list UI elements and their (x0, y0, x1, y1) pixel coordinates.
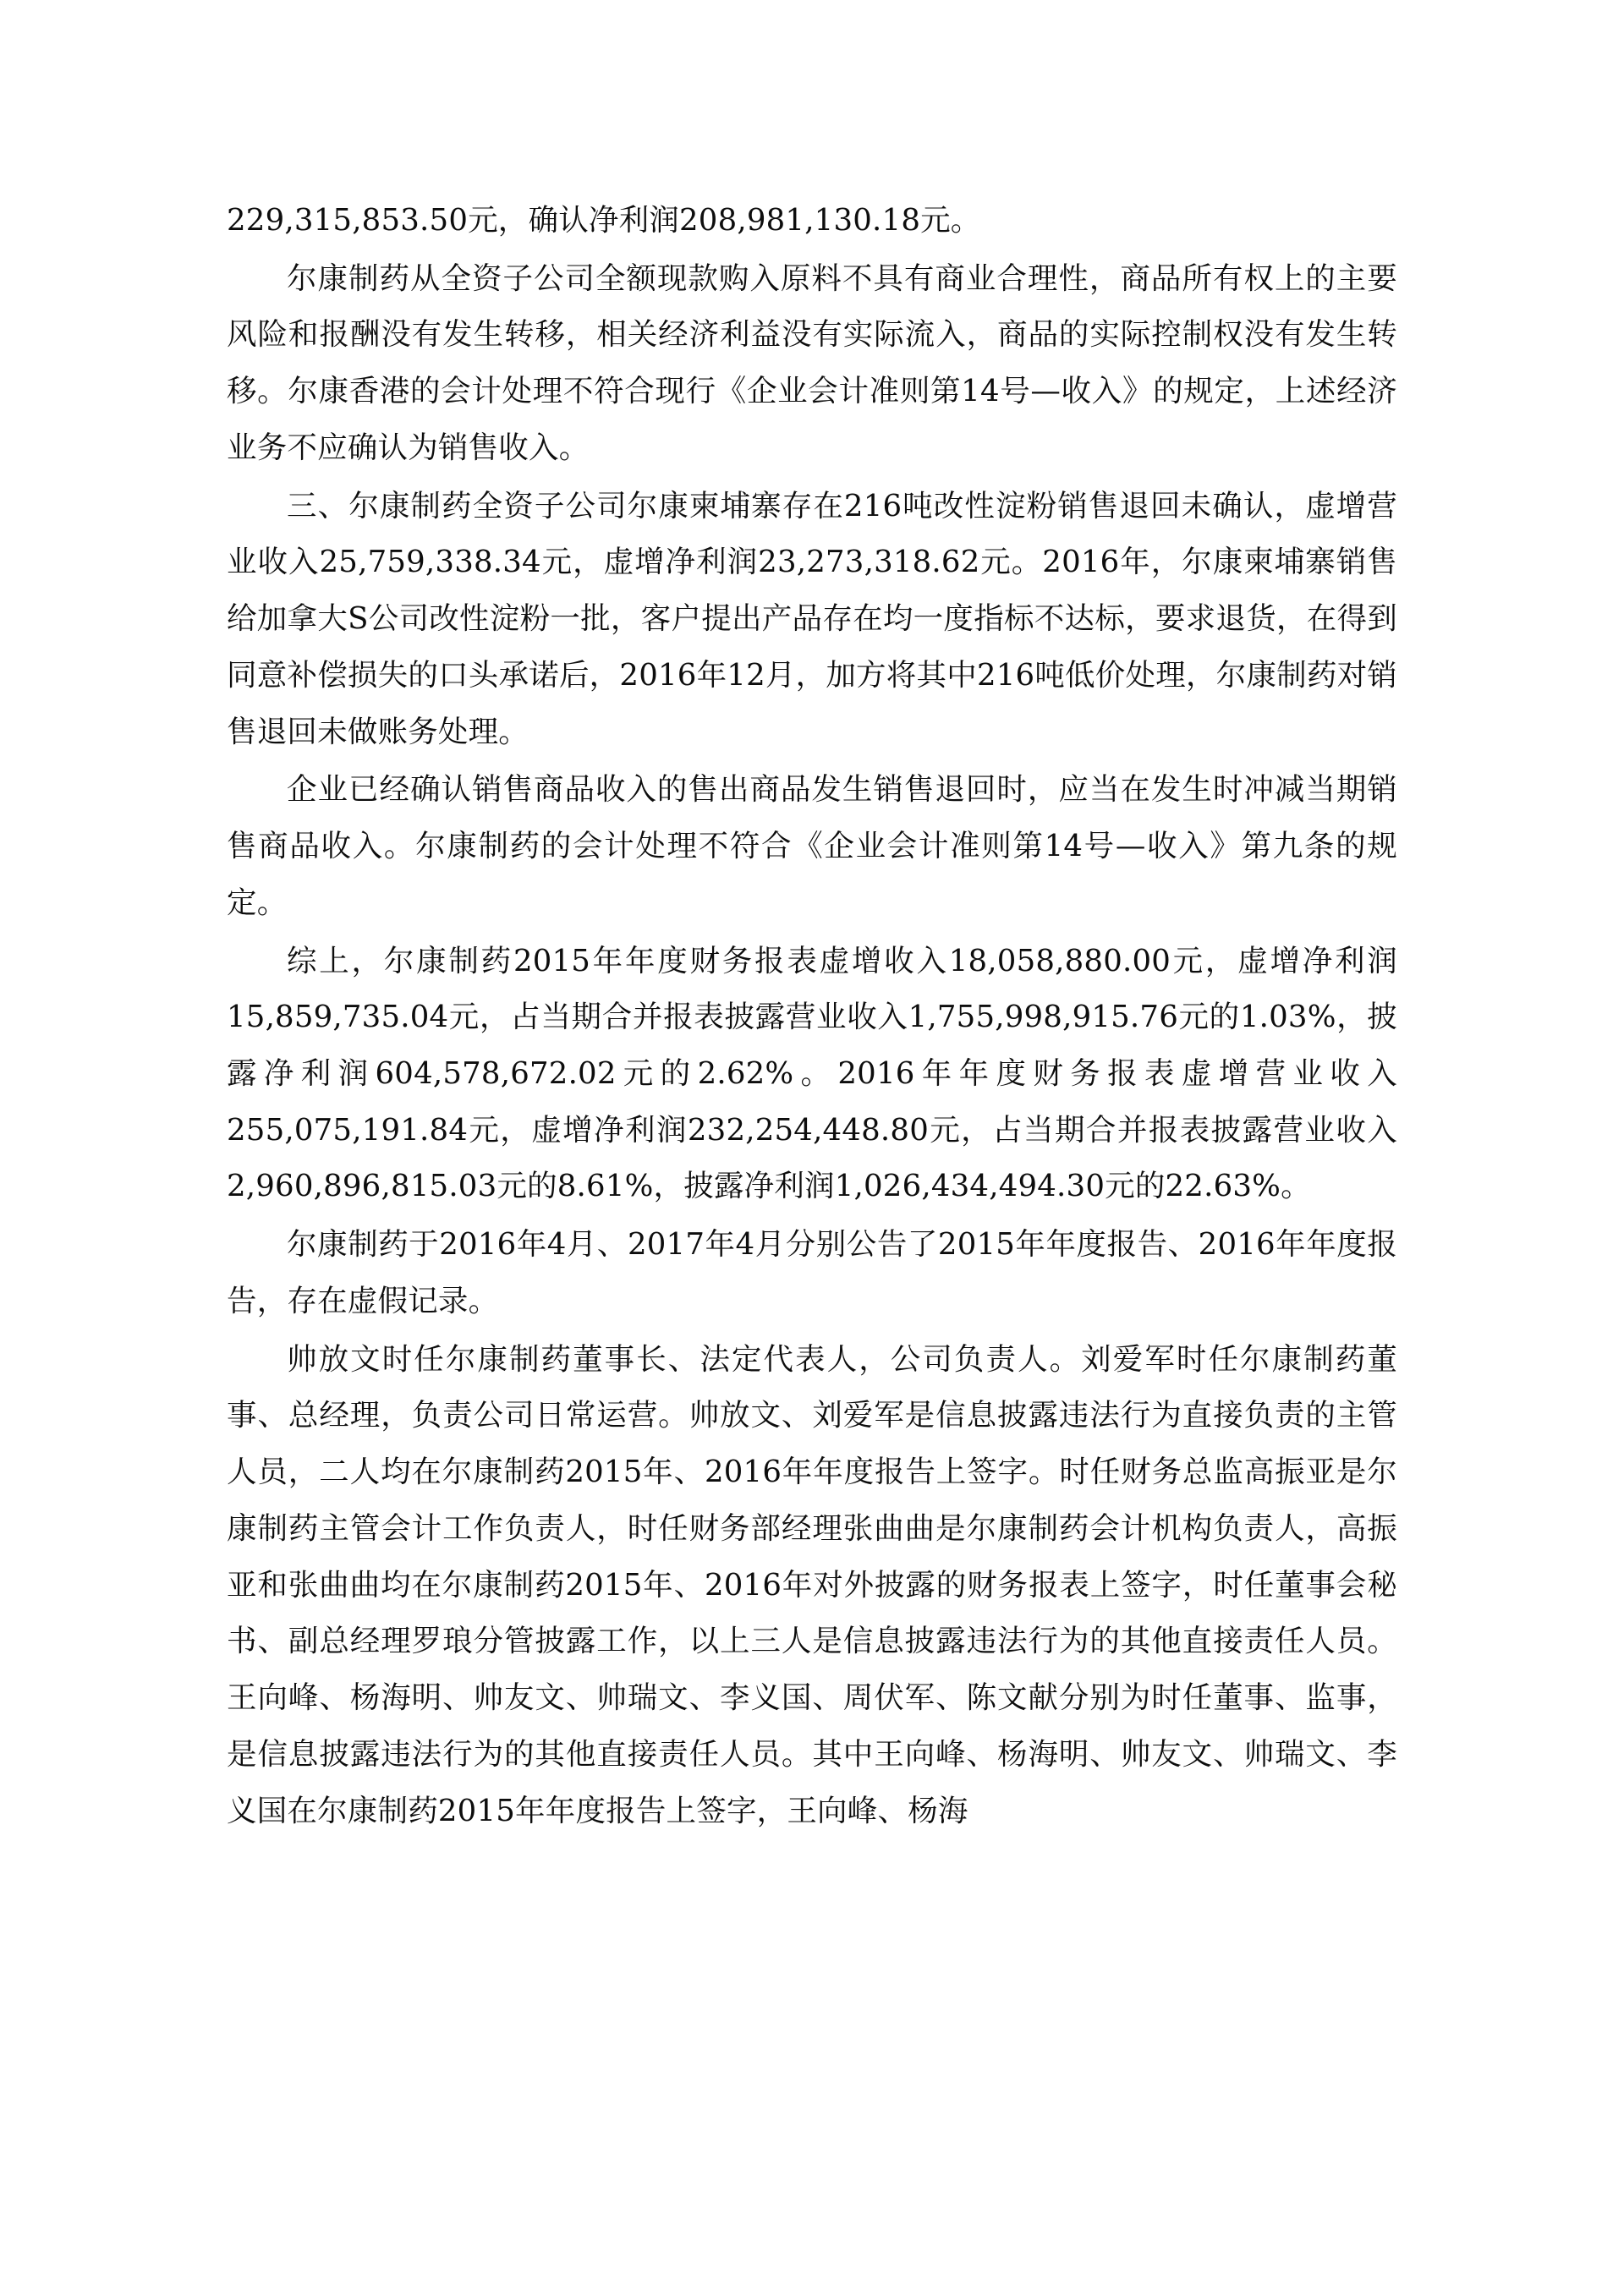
paragraph-6: 尔康制药于2016年4月、2017年4月分别公告了2015年年度报告、2016年年度报告，存在虚假记录。 (227, 1227, 1397, 1318)
paragraph-2: 尔康制药从全资子公司全额现款购入原料不具有商业合理性，商品所有权上的主要风险和报酬没有发生转移，相关经济利益没有实际流入，商品的实际控制权没有发生转移。尔康香港的会计处理不符合现行《企业会计准则第14号—收入》的规定，上述经济业务不应确认为销售收入。 (227, 260, 1397, 465)
document-body (227, 193, 1397, 1839)
paragraph-3: 三、尔康制药全资子公司尔康柬埔寨存在216吨改性淀粉销售退回未确认，虚增营业收入25,759,338.34元，虚增净利润23,273,318.62元。2016年，尔康柬埔寨销售给加拿大S公司改性淀粉一批，客户提出产品存在均一度指标不达标，要求退货，在得到同意补偿损失的口头承诺后，2016年12月，加方将其中216吨低价处理，尔康制药对销售退回未做账务处理。 (227, 488, 1397, 749)
paragraph-4: 企业已经确认销售商品收入的售出商品发生销售退回时，应当在发生时冲减当期销售商品收入。尔康制药的会计处理不符合《企业会计准则第14号—收入》第九条的规定。 (227, 772, 1397, 920)
paragraph-1: 229,315,853.50元，确认净利润208,981,130.18元。 (227, 203, 981, 238)
paragraph-7: 帅放文时任尔康制药董事长、法定代表人，公司负责人。刘爱军时任尔康制药董事、总经理，负责公司日常运营。帅放文、刘爱军是信息披露违法行为直接负责的主管人员，二人均在尔康制药2015年、2016年年度报告上签字。时任财务总监高振亚是尔康制药主管会计工作负责人，时任财务部经理张曲曲是尔康制药会计机构负责人，高振亚和张曲曲均在尔康制药2015年、2016年对外披露的财务报表上签字，时任董事会秘书、副总经理罗琅分管披露工作，以上三人是信息披露违法行为的其他直接责任人员。王向峰、杨海明、帅友文、帅瑞文、李义国、周伏军、陈文献分别为时任董事、监事，是信息披露违法行为的其他直接责任人员。其中王向峰、杨海明、帅友文、帅瑞文、李义国在尔康制药2015年年度报告上签字，王向峰、杨海 (227, 1341, 1397, 1828)
paragraph-5: 综上，尔康制药2015年年度财务报表虚增收入18,058,880.00元，虚增净利润15,859,735.04元，占当期合并报表披露营业收入1,755,998,915.76元的1.03%，披露净利润604,578,672.02元的2.62%。2016年年度财务报表虚增营业收入255,075,191.84元，虚增净利润232,254,448.80元，占当期合并报表披露营业收入2,960,896,815.03元的8.61%，披露净利润1,026,434,494.30元的22.63%。 (227, 943, 1397, 1204)
